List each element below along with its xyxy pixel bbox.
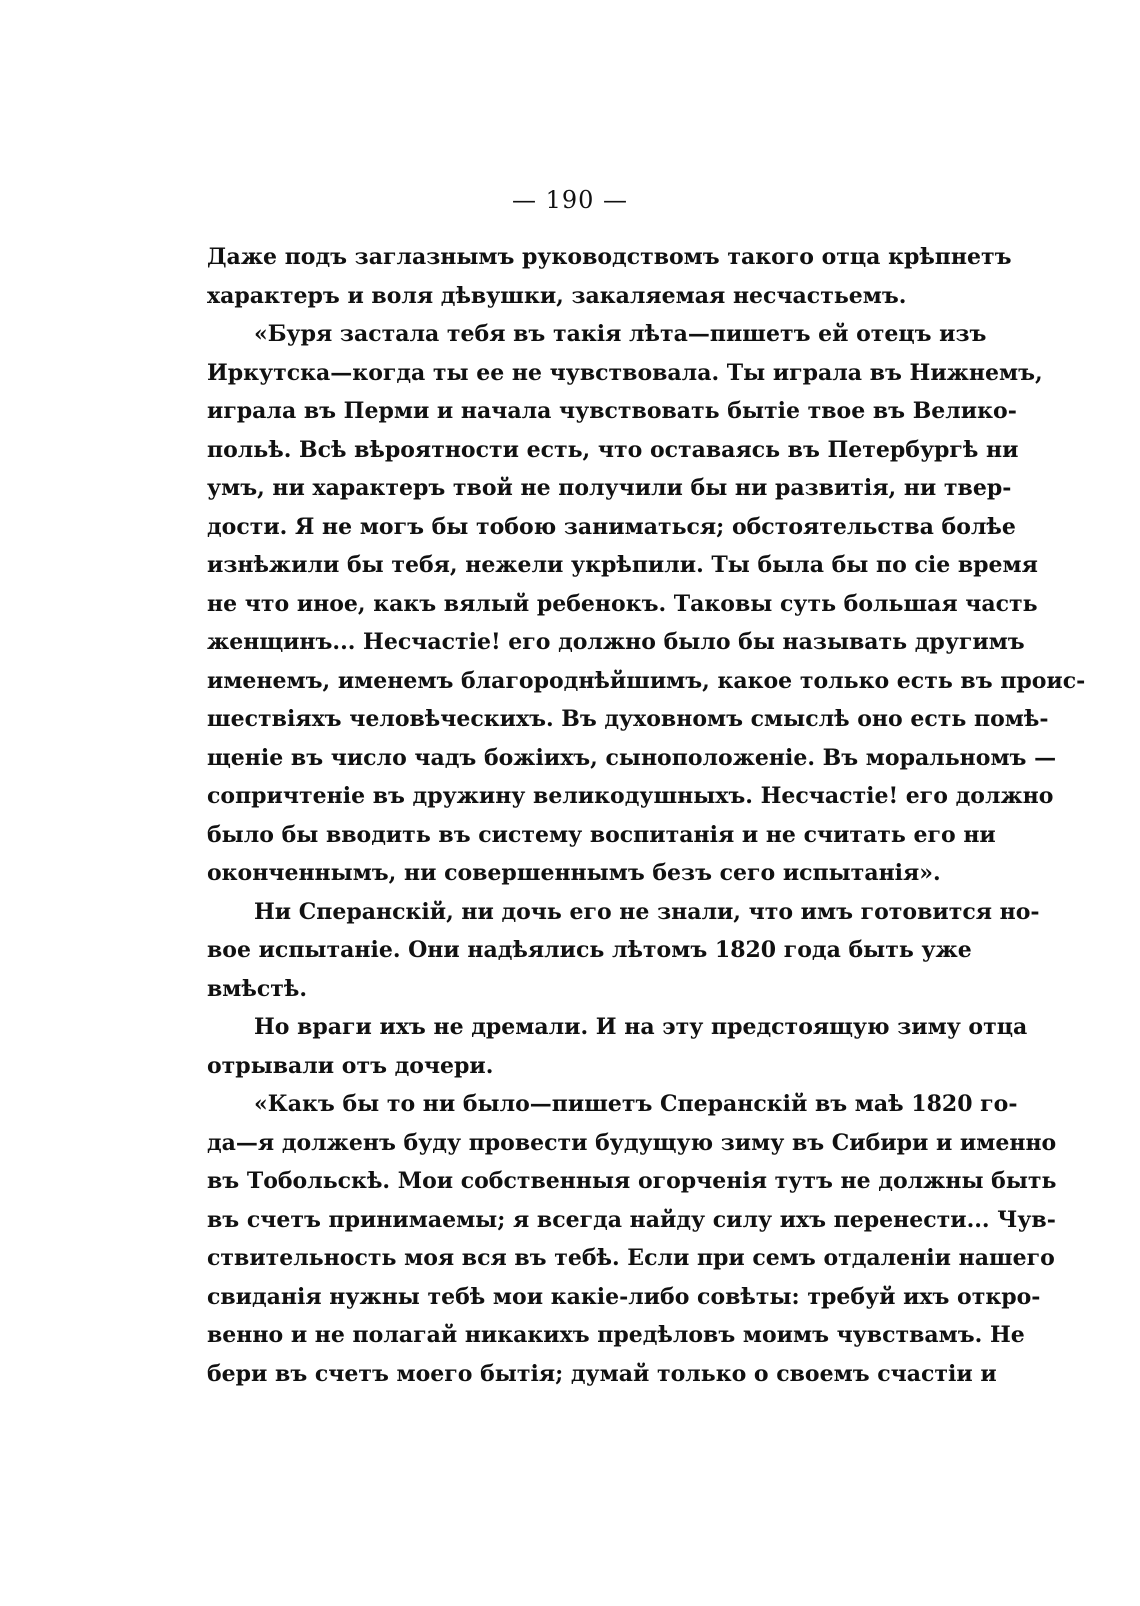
text-line: да—я долженъ буду провести будущую зиму въ Сибири и именно xyxy=(207,1129,1057,1156)
text-line: шествіяхъ человѣческихъ. Въ духовномъ смыслѣ оно есть помѣ- xyxy=(207,706,1049,732)
text-line: въ счетъ принимаемы; я всегда найду силу ихъ перенести... Чув- xyxy=(207,1206,1056,1233)
text-line: польѣ. Всѣ вѣроятности есть, что оставаясь въ Петербургѣ ни xyxy=(207,436,1019,463)
text-line: ствительность моя вся въ тебѣ. Если при семъ отдаленіи нашего xyxy=(207,1245,1055,1271)
text-line: умъ, ни характеръ твой не получили бы ни развитія, ни твер- xyxy=(207,475,1012,501)
text-line: отрывали отъ дочери. xyxy=(207,1052,494,1079)
text-line: щеніе въ число чадъ божіихъ, сыноположеніе. Въ моральномъ — xyxy=(207,744,1057,771)
text-line: венно и не полагай никакихъ предѣловъ моимъ чувствамъ. Не xyxy=(207,1322,1025,1348)
text-line: женщинъ... Несчастіе! его должно было бы называть другимъ xyxy=(207,629,1025,655)
text-line: играла въ Перми и начала чувствовать бытіе твое въ Велико- xyxy=(207,398,1017,424)
text-line: бери въ счетъ моего бытія; думай только о своемъ счастіи и xyxy=(207,1360,997,1387)
text-line: дости. Я не могъ бы тобою заниматься; обстоятельства болѣе xyxy=(207,513,1016,540)
text-line: сопричтеніе въ дружину великодушныхъ. Несчастіе! его должно xyxy=(207,783,1054,809)
text-line: въ Тобольскѣ. Мои собственныя огорченія тутъ не должны быть xyxy=(207,1168,1057,1194)
text-line: Иркутска—когда ты ее не чувствовала. Ты играла въ Нижнемъ, xyxy=(207,359,1043,386)
text-line: «Буря застала тебя въ такія лѣта—пишетъ ей отецъ изъ xyxy=(254,321,987,347)
text-line: вое испытаніе. Они надѣялись лѣтомъ 1820 года быть уже xyxy=(207,937,972,963)
text-line: оконченнымъ, ни совершеннымъ безъ сего испытанія». xyxy=(207,860,941,886)
text-line: характеръ и воля дѣвушки, закаляемая несчастьемъ. xyxy=(207,282,907,309)
text-line: было бы вводить въ систему воспитанія и не считать его ни xyxy=(207,821,996,848)
text-line: Но враги ихъ не дремали. И на эту предстоящую зиму отца xyxy=(254,1014,1028,1040)
text-line: «Какъ бы то ни было—пишетъ Сперанскій въ маѣ 1820 го- xyxy=(254,1091,1018,1117)
text-line: Ни Сперанскій, ни дочь его не знали, что имъ готовится но- xyxy=(254,898,1040,925)
text-line: вмѣстѣ. xyxy=(207,975,308,1002)
body-text xyxy=(207,238,1086,1393)
text-line: Даже подъ заглазнымъ руководствомъ такого отца крѣпнетъ xyxy=(207,244,1012,270)
text-line: изнѣжили бы тебя, нежели укрѣпили. Ты была бы по сіе время xyxy=(207,552,1038,578)
text-line: не что иное, какъ вялый ребенокъ. Таковы суть большая часть xyxy=(207,590,1038,617)
page-number: — 190 — xyxy=(511,186,629,214)
text-line: свиданія нужны тебѣ мои какіе-либо совѣты: требуй ихъ откро- xyxy=(207,1283,1041,1310)
text-line: именемъ, именемъ благороднѣйшимъ, какое только есть въ проис- xyxy=(207,667,1086,694)
